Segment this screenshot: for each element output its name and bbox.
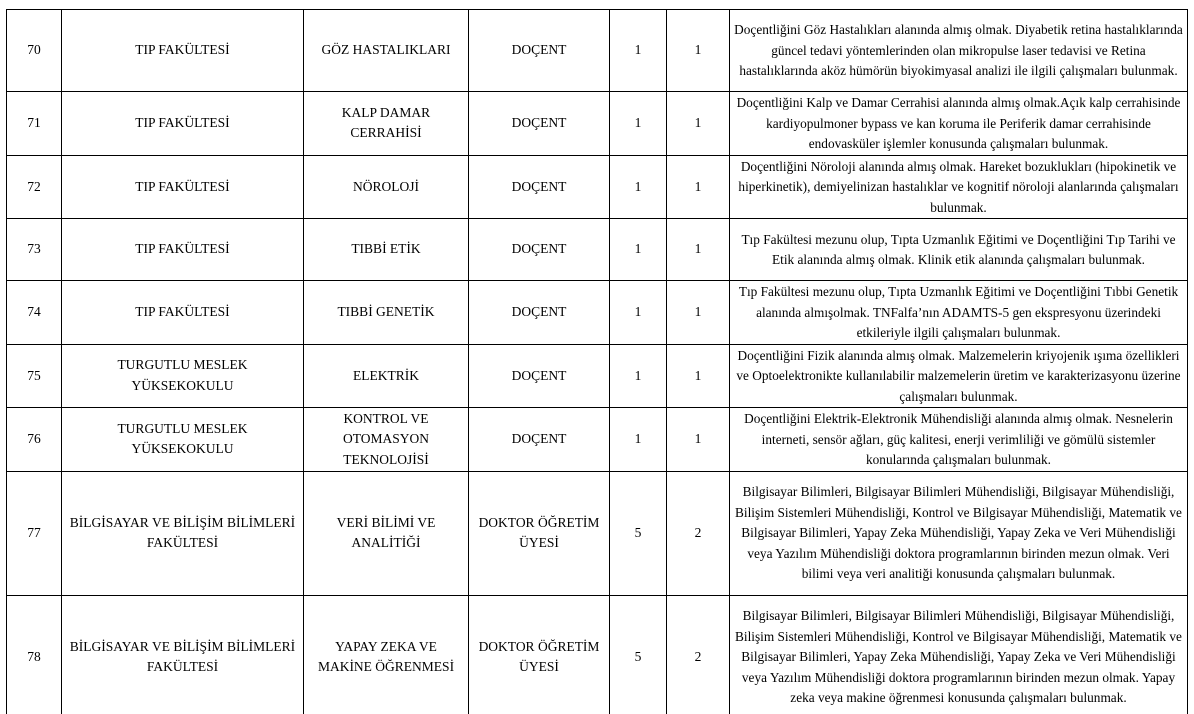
department-cell: TIBBİ GENETİK [304,281,469,345]
unit-cell: TURGUTLU MESLEK YÜKSEKOKULU [62,344,304,408]
department-cell: YAPAY ZEKA VE MAKİNE ÖĞRENMESİ [304,595,469,714]
kadro-cell: 1 [667,344,730,408]
conditions-cell: Doçentliğini Elektrik-Elektronik Mühendisliği alanında almış olmak. Nesnelerin interneti, sensör ağları, güç kalitesi, enerji verimliliği ve gömülü sistemler konularında çalışmaları bulunmak. [730,408,1188,472]
unit-cell: TIP FAKÜLTESİ [62,281,304,345]
count-cell: 5 [610,595,667,714]
row-number: 73 [7,219,62,281]
row-number: 78 [7,595,62,714]
count-cell: 1 [610,281,667,345]
row-number: 76 [7,408,62,472]
count-cell: 1 [610,10,667,92]
title-cell: DOÇENT [469,344,610,408]
table-row [7,92,1188,156]
title-cell: DOÇENT [469,155,610,219]
table-row [7,344,1188,408]
row-number: 77 [7,471,62,595]
conditions-cell: Doçentliğini Nöroloji alanında almış olmak. Hareket bozuklukları (hipokinetik ve hiperkinetik), demiyelinizan hastalıklar ve kognitif nöroloji alanlarında çalışmaları bulunmak. [730,155,1188,219]
kadro-cell: 1 [667,92,730,156]
table-row [7,471,1188,595]
table-row [7,219,1188,281]
count-cell: 1 [610,92,667,156]
kadro-cell: 1 [667,281,730,345]
conditions-cell: Doçentliğini Kalp ve Damar Cerrahisi alanında almış olmak.Açık kalp cerrahisinde kardiyopulmoner bypass ve kan koruma ile Periferik damar cerrahisinde endovasküler işlemler konusunda çalışmaları bulunmak. [730,92,1188,156]
title-cell: DOÇENT [469,408,610,472]
conditions-cell: Tıp Fakültesi mezunu olup, Tıpta Uzmanlık Eğitimi ve Doçentliğini Tıp Tarihi ve Etik alanında almış olmak. Klinik etik alanında çalışmaları bulunmak. [730,219,1188,281]
count-cell: 5 [610,471,667,595]
unit-cell: BİLGİSAYAR VE BİLİŞİM BİLİMLERİ FAKÜLTESİ [62,471,304,595]
title-cell: DOÇENT [469,92,610,156]
conditions-cell: Bilgisayar Bilimleri, Bilgisayar Bilimleri Mühendisliği, Bilgisayar Mühendisliği, Bilişim Sistemleri Mühendisliği, Kontrol ve Bilgisayar Mühendisliği, Matematik ve Bilgisayar Bilimleri, Yapay Zeka Mühendisliği, Yapay Zeka ve Veri Mühendisliği veya Yazılım Mühendisliği doktora programlarının birinden mezun olmak. Yapay zeka veya makine öğrenmesi konusunda çalışmaları bulunmak. [730,595,1188,714]
count-cell: 1 [610,408,667,472]
department-cell: VERİ BİLİMİ VE ANALİTİĞİ [304,471,469,595]
table-row [7,155,1188,219]
department-cell: TIBBİ ETİK [304,219,469,281]
department-cell: KALP DAMAR CERRAHİSİ [304,92,469,156]
department-cell: KONTROL VE OTOMASYON TEKNOLOJİSİ [304,408,469,472]
table-row [7,595,1188,714]
kadro-cell: 2 [667,471,730,595]
kadro-cell: 2 [667,595,730,714]
department-cell: NÖROLOJİ [304,155,469,219]
table-row [7,408,1188,472]
conditions-cell: Bilgisayar Bilimleri, Bilgisayar Bilimleri Mühendisliği, Bilgisayar Mühendisliği, Bilişim Sistemleri Mühendisliği, Kontrol ve Bilgisayar Mühendisliği, Matematik ve Bilgisayar Bilimleri, Yapay Zeka Mühendisliği, Yapay Zeka ve Veri Mühendisliği veya Yazılım Mühendisliği doktora programlarının birinden mezun olmak. Veri bilimi veya veri analitiği konusunda çalışmaları bulunmak. [730,471,1188,595]
table-row [7,281,1188,345]
conditions-cell: Tıp Fakültesi mezunu olup, Tıpta Uzmanlık Eğitimi ve Doçentliğini Tıbbi Genetik alanında almışolmak. TNFalfa’nın ADAMTS-5 gen ekspresyonu üzerindeki etkileriyle ilgili çalışmaları bulunmak. [730,281,1188,345]
kadro-cell: 1 [667,408,730,472]
conditions-cell: Doçentliğini Fizik alanında almış olmak. Malzemelerin kriyojenik ışıma özellikleri ve Optoelektronikte kullanılabilir malzemelerin üretim ve karakterizasyonu üzerine çalışmaları bulunmak. [730,344,1188,408]
row-number: 75 [7,344,62,408]
row-number: 72 [7,155,62,219]
unit-cell: TIP FAKÜLTESİ [62,155,304,219]
conditions-cell: Doçentliğini Göz Hastalıkları alanında almış olmak. Diyabetik retina hastalıklarında güncel tedavi yöntemlerinden olan mikropulse laser tedavisi ve Retina hastalıklarında aköz hümörün biyokimyasal analizi ile ilgili çalışmaları bulunmak. [730,10,1188,92]
unit-cell: BİLGİSAYAR VE BİLİŞİM BİLİMLERİ FAKÜLTESİ [62,595,304,714]
unit-cell: TIP FAKÜLTESİ [62,10,304,92]
count-cell: 1 [610,344,667,408]
department-cell: GÖZ HASTALIKLARI [304,10,469,92]
unit-cell: TIP FAKÜLTESİ [62,92,304,156]
title-cell: DOÇENT [469,10,610,92]
staff-position-table [6,9,1188,714]
row-number: 74 [7,281,62,345]
title-cell: DOÇENT [469,281,610,345]
count-cell: 1 [610,155,667,219]
unit-cell: TURGUTLU MESLEK YÜKSEKOKULU [62,408,304,472]
row-number: 71 [7,92,62,156]
title-cell: DOKTOR ÖĞRETİM ÜYESİ [469,595,610,714]
department-cell: ELEKTRİK [304,344,469,408]
title-cell: DOÇENT [469,219,610,281]
count-cell: 1 [610,219,667,281]
title-cell: DOKTOR ÖĞRETİM ÜYESİ [469,471,610,595]
table-row [7,10,1188,92]
unit-cell: TIP FAKÜLTESİ [62,219,304,281]
row-number: 70 [7,10,62,92]
kadro-cell: 1 [667,10,730,92]
kadro-cell: 1 [667,155,730,219]
kadro-cell: 1 [667,219,730,281]
